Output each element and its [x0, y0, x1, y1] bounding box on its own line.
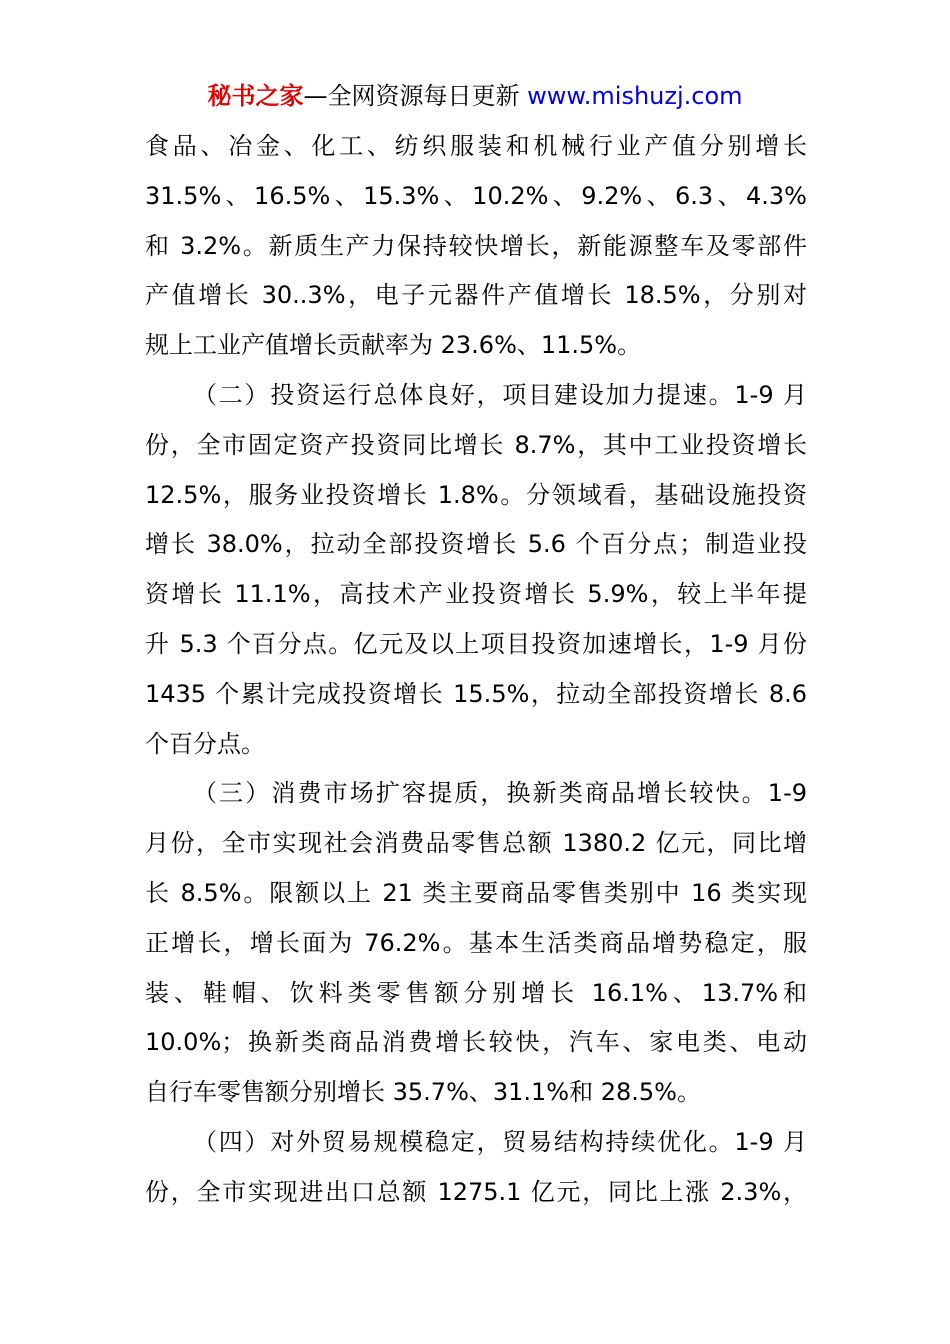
text-line: 装、鞋帽、饮料类零售额分别增长 16.1%、13.7%和	[145, 978, 807, 1007]
text-line: 12.5%，服务业投资增长 1.8%。分领域看，基础设施投资	[145, 480, 807, 509]
site-url[interactable]: www.mishuzj.com	[527, 82, 743, 110]
text-line: 长 8.5%。限额以上 21 类主要商品零售类别中 16 类实现	[145, 878, 807, 907]
document-body	[145, 122, 807, 1218]
text-line: 资增长 11.1%，高技术产业投资增长 5.9%，较上半年提	[145, 580, 807, 609]
text-line: （三）消费市场扩容提质，换新类商品增长较快。1-9	[193, 779, 807, 808]
text-line: 份，全市实现进出口总额 1275.1 亿元，同比上涨 2.3%，	[145, 1177, 807, 1206]
text-line: 个百分点。	[145, 729, 265, 758]
text-line: 自行车零售额分别增长 35.7%、31.1%和 28.5%。	[145, 1078, 701, 1107]
text-line: 正增长，增长面为 76.2%。基本生活类商品增势稳定，服	[145, 928, 807, 957]
text-line: 增长 38.0%，拉动全部投资增长 5.6 个百分点；制造业投	[145, 530, 807, 559]
text-line: （二）投资运行总体良好，项目建设加力提速。1-9 月	[193, 380, 807, 409]
text-line: 规上工业产值增长贡献率为 23.6%、11.5%。	[145, 331, 642, 360]
text-line: 升 5.3 个百分点。亿元及以上项目投资加速增长，1-9 月份	[145, 629, 807, 658]
text-line: 31.5%、16.5%、15.3%、10.2%、9.2%、6.3、4.3%	[145, 181, 807, 210]
text-line: 1435 个累计完成投资增长 15.5%，拉动全部投资增长 8.6	[145, 679, 807, 708]
text-line: （四）对外贸易规模稳定，贸易结构持续优化。1-9 月	[193, 1127, 807, 1156]
text-line: 产值增长 30..3%，电子元器件产值增长 18.5%，分别对	[145, 281, 807, 310]
text-line: 和 3.2%。新质生产力保持较快增长，新能源整车及零部件	[145, 231, 807, 260]
site-brand: 秘书之家	[207, 82, 304, 110]
text-line: 10.0%；换新类商品消费增长较快，汽车、家电类、电动	[145, 1028, 807, 1057]
site-tagline: —全网资源每日更新	[303, 82, 520, 110]
text-line: 食品、冶金、化工、纺织服装和机械行业产值分别增长	[145, 132, 807, 160]
site-header	[0, 80, 950, 112]
text-line: 份，全市固定资产投资同比增长 8.7%，其中工业投资增长	[145, 430, 807, 459]
text-line: 月份，全市实现社会消费品零售总额 1380.2 亿元，同比增	[145, 829, 807, 858]
